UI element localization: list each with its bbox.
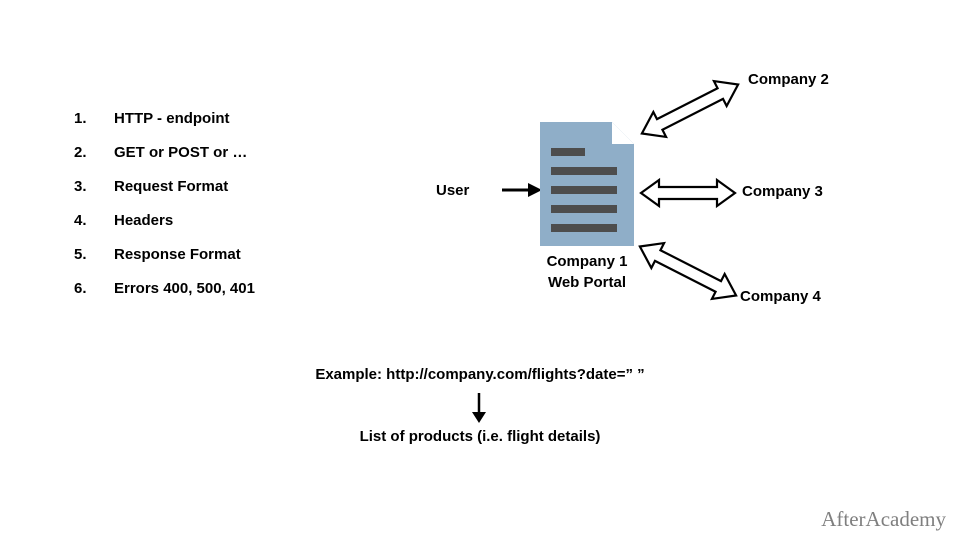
list-item-label: Request Format [114, 178, 229, 195]
document-text-line [551, 224, 617, 232]
list-item-label: Errors 400, 500, 401 [114, 280, 255, 297]
list-item-label: HTTP - endpoint [114, 110, 230, 127]
result-label: List of products (i.e. flight details) [359, 428, 601, 445]
document-text-line [551, 167, 617, 175]
list-item-label: Response Format [114, 246, 241, 263]
user-label: User [436, 182, 470, 199]
list-item-number: 2. [74, 144, 87, 161]
document-icon [540, 122, 634, 246]
arrow-down-icon [464, 392, 494, 424]
list-item [74, 246, 414, 280]
company-4-label: Company 4 [740, 288, 821, 305]
document-text-line [551, 205, 617, 213]
document-text-line [551, 148, 585, 156]
requirements-list [74, 110, 414, 314]
list-item-number: 5. [74, 246, 87, 263]
double-arrow-icon [638, 176, 738, 210]
company-3-label: Company 3 [742, 183, 823, 200]
watermark: AfterAcademy [821, 507, 946, 531]
example-url: Example: http://company.com/flights?date=” ” [315, 366, 645, 383]
list-item-number: 6. [74, 280, 87, 297]
double-arrow-icon [628, 240, 748, 302]
list-item [74, 144, 414, 178]
list-item-number: 1. [74, 110, 87, 127]
document-text-line [551, 186, 617, 194]
list-item [74, 178, 414, 212]
list-item-number: 3. [74, 178, 87, 195]
portal-caption-line2: Web Portal [547, 274, 627, 291]
portal-caption-line1: Company 1 [546, 253, 628, 270]
list-item-number: 4. [74, 212, 87, 229]
list-item-label: GET or POST or … [114, 144, 248, 161]
list-item [74, 212, 414, 246]
company-2-label: Company 2 [748, 71, 829, 88]
double-arrow-icon [630, 78, 750, 140]
list-item-label: Headers [114, 212, 174, 229]
arrow-right-icon [500, 180, 542, 200]
list-item [74, 280, 414, 314]
list-item [74, 110, 414, 144]
